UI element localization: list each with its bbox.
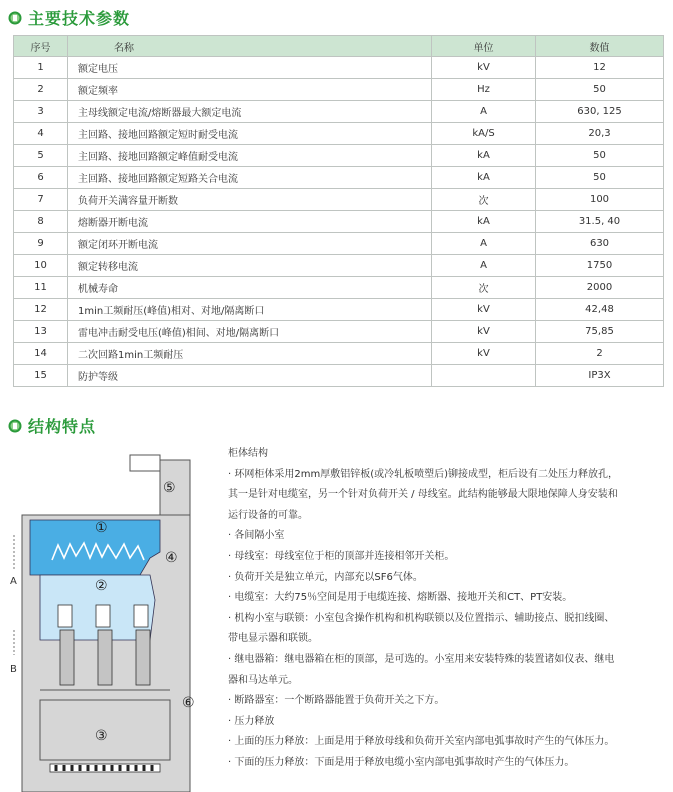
row-name: 1min工频耐压(峰值)相对、对地/隔离断口	[68, 299, 432, 321]
row-value: 42,48	[536, 299, 664, 321]
description-line: · 压力释放	[228, 715, 275, 727]
table-row	[14, 365, 664, 387]
row-index: 12	[14, 299, 68, 321]
row-index: 6	[14, 167, 68, 189]
table-row	[14, 233, 664, 255]
table-row	[14, 211, 664, 233]
label-5: ⑤	[163, 480, 176, 496]
table-row	[14, 343, 664, 365]
row-name: 额定频率	[68, 79, 432, 101]
label-2: ②	[95, 578, 108, 594]
row-index: 7	[14, 189, 68, 211]
row-name: 额定转移电流	[68, 255, 432, 277]
row-unit: kA	[432, 211, 536, 233]
row-value: 20,3	[536, 123, 664, 145]
description-line: · 机构小室与联锁：小室包含操作机构和机构联锁以及位置指示、辅助接点、脱扣线圈、	[228, 612, 615, 624]
table-row	[14, 145, 664, 167]
row-index: 8	[14, 211, 68, 233]
structure-description	[228, 444, 668, 774]
row-index: 14	[14, 343, 68, 365]
spec-table	[13, 35, 664, 387]
row-name: 防护等级	[68, 365, 432, 387]
green-bullet-icon	[8, 11, 22, 25]
description-line: 带电显示器和联锁。	[228, 633, 318, 645]
row-value: 50	[536, 145, 664, 167]
description-line: 运行设备的可靠。	[228, 509, 308, 521]
row-name: 机械寿命	[68, 277, 432, 299]
row-name: 主回路、接地回路额定短路关合电流	[68, 167, 432, 189]
row-name: 负荷开关满容量开断数	[68, 189, 432, 211]
specs-section-title	[8, 6, 130, 29]
features-section-title	[8, 414, 96, 437]
table-row	[14, 167, 664, 189]
row-unit: kV	[432, 343, 536, 365]
label-4: ④	[165, 550, 178, 566]
table-row	[14, 299, 664, 321]
row-name: 主回路、接地回路额定峰值耐受电流	[68, 145, 432, 167]
row-unit: kV	[432, 57, 536, 79]
features-title-text: 结构特点	[28, 417, 97, 436]
row-index: 5	[14, 145, 68, 167]
header-value: 数值	[536, 36, 664, 57]
row-index: 2	[14, 79, 68, 101]
row-value: 75,85	[536, 321, 664, 343]
row-value: 50	[536, 167, 664, 189]
table-row	[14, 57, 664, 79]
row-index: 3	[14, 101, 68, 123]
table-row	[14, 79, 664, 101]
description-line: · 断路器室：一个断路器能置于负荷开关之下方。	[228, 695, 445, 707]
row-value: IP3X	[536, 365, 664, 387]
row-value: 100	[536, 189, 664, 211]
row-index: 10	[14, 255, 68, 277]
row-name: 二次回路1min工频耐压	[68, 343, 432, 365]
row-name: 熔断器开断电流	[68, 211, 432, 233]
description-line: 柜体结构	[228, 448, 268, 459]
row-name: 雷电冲击耐受电压(峰值)相间、对地/隔离断口	[68, 321, 432, 343]
row-value: 31.5, 40	[536, 211, 664, 233]
description-line: · 电缆室：大约75％空间是用于电缆连接、熔断器、接地开关和CT、PT安装。	[228, 592, 573, 604]
row-unit: kA	[432, 145, 536, 167]
table-row	[14, 321, 664, 343]
table-row	[14, 255, 664, 277]
row-value: 2000	[536, 277, 664, 299]
specs-title-text: 主要技术参数	[28, 9, 131, 28]
row-unit: kV	[432, 321, 536, 343]
row-name: 主回路、接地回路额定短时耐受电流	[68, 123, 432, 145]
description-line: 其一是针对电缆室，另一个针对负荷开关 / 母线室。此结构能够最大限地保障人身安装和	[228, 489, 618, 501]
label-1: ①	[95, 520, 108, 536]
row-unit: 次	[432, 277, 536, 299]
fuse-1	[60, 630, 74, 685]
row-name: 主母线额定电流/熔断器最大额定电流	[68, 101, 432, 123]
fuse-holder-3	[134, 605, 148, 627]
row-unit: A	[432, 101, 536, 123]
row-index: 11	[14, 277, 68, 299]
row-index: 9	[14, 233, 68, 255]
description-line: · 负荷开关是独立单元，内部充以SF6气体。	[228, 571, 423, 583]
row-name: 额定电压	[68, 57, 432, 79]
row-unit: 次	[432, 189, 536, 211]
header-unit: 单位	[432, 36, 536, 57]
row-unit	[432, 365, 536, 387]
row-value: 630, 125	[536, 101, 664, 123]
row-unit: kV	[432, 299, 536, 321]
row-index: 4	[14, 123, 68, 145]
fuse-holder-1	[58, 605, 72, 627]
row-unit: Hz	[432, 79, 536, 101]
fuse-holder-2	[96, 605, 110, 627]
table-header-row	[14, 36, 664, 57]
description-line: · 下面的压力释放：下面是用于释放电缆小室内部电弧事故时产生的气体压力。	[228, 756, 575, 768]
row-unit: kA/S	[432, 123, 536, 145]
row-value: 1750	[536, 255, 664, 277]
description-line: · 上面的压力释放：上面是用于释放母线和负荷开关室内部电弧事故时产生的气体压力。	[228, 736, 615, 748]
relay-box-cap	[130, 455, 160, 471]
row-value: 50	[536, 79, 664, 101]
table-row	[14, 277, 664, 299]
table-row	[14, 101, 664, 123]
label-3: ③	[95, 728, 108, 744]
row-index: 1	[14, 57, 68, 79]
description-line: · 继电器箱：继电器箱在柜的顶部，是可选的。小室用来安装特殊的装置诸如仪表、继电	[228, 653, 615, 665]
table-row	[14, 123, 664, 145]
fuse-3	[136, 630, 150, 685]
description-line: · 环网柜体采用2mm厚敷铝锌板(或冷轧板喷塑后)铆接成型，柜后设有二处压力释放孔，	[228, 468, 619, 480]
green-bullet-icon	[8, 419, 22, 433]
row-value: 630	[536, 233, 664, 255]
header-index: 序号	[14, 36, 68, 57]
fuse-2	[98, 630, 112, 685]
row-index: 15	[14, 365, 68, 387]
cabinet-diagram	[0, 440, 215, 792]
row-unit: kA	[432, 167, 536, 189]
marker-a: A	[10, 576, 17, 587]
description-line: 器和马达单元。	[228, 674, 298, 686]
label-6: ⑥	[182, 695, 195, 711]
row-index: 13	[14, 321, 68, 343]
row-unit: A	[432, 233, 536, 255]
header-name: 名称	[68, 36, 432, 57]
marker-b: B	[10, 664, 17, 675]
row-value: 2	[536, 343, 664, 365]
row-value: 12	[536, 57, 664, 79]
description-line: · 各间隔小室	[228, 530, 285, 542]
table-row	[14, 189, 664, 211]
row-name: 额定闭环开断电流	[68, 233, 432, 255]
row-unit: A	[432, 255, 536, 277]
description-line: · 母线室：母线室位于柜的顶部并连接相邻开关柜。	[228, 550, 455, 562]
